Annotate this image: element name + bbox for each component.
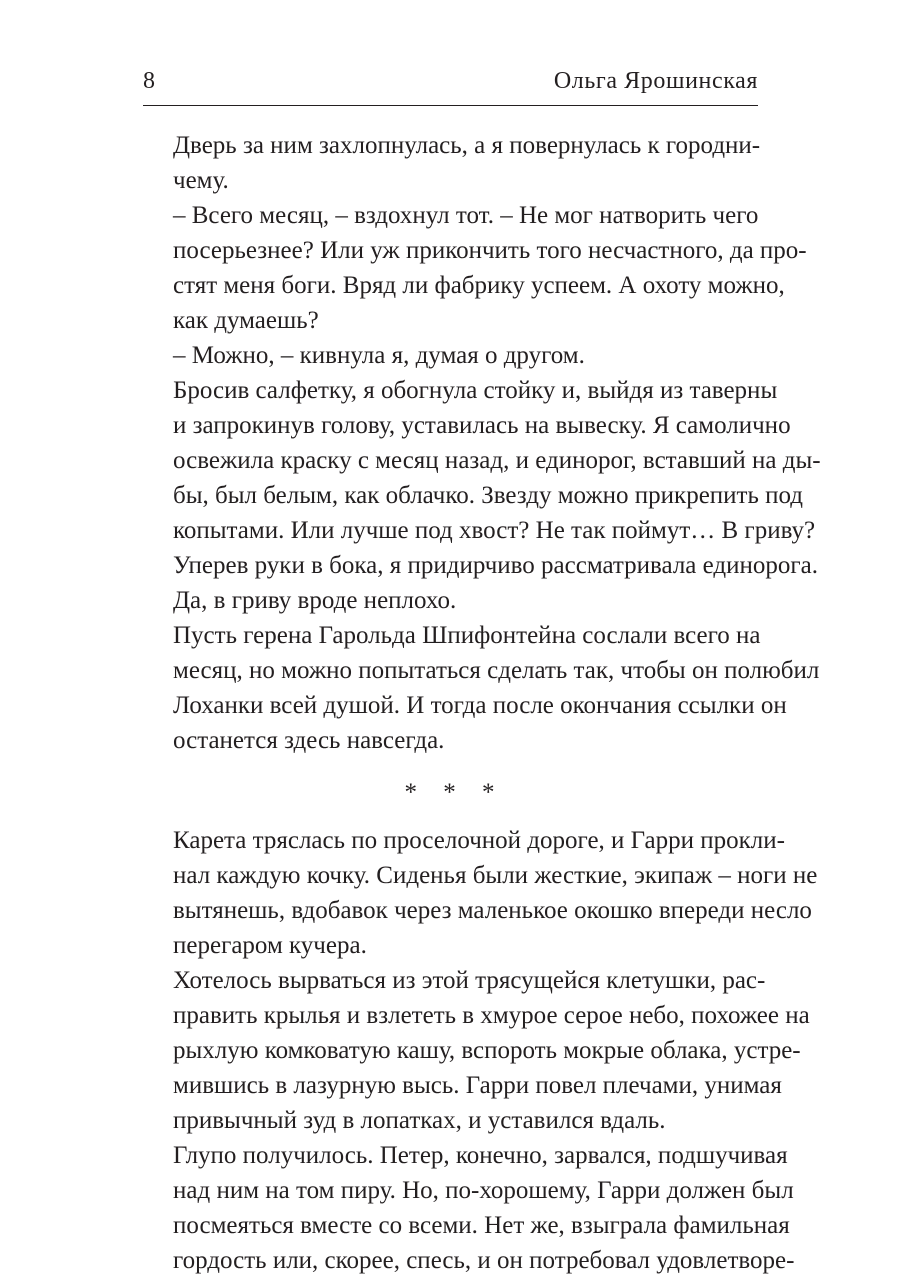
page-header xyxy=(143,66,758,100)
text-line: привычный зуд в лопатках, и уставился вдаль. xyxy=(173,1107,666,1134)
text-line: Глупо получилось. Петер, конечно, зарвался, подшучивая xyxy=(173,1142,788,1169)
paragraph xyxy=(143,373,821,618)
text-line: – Можно, – кивнула я, думая о другом. xyxy=(173,342,585,369)
text-line: месяц, но можно попытаться сделать так, чтобы он полюбил xyxy=(173,657,820,684)
text-line: вытянешь, вдобавок через маленькое окошко впереди несло xyxy=(173,897,812,924)
paragraph xyxy=(143,128,761,198)
paragraph xyxy=(143,823,818,963)
text-line: Дверь за ним захлопнулась, а я повернулась к городни- xyxy=(173,132,761,159)
text-line: Хотелось вырваться из этой трясущейся клетушки, рас- xyxy=(173,967,766,994)
text-line: гордость или, скорее, спесь, и он потребовал удовлетворе- xyxy=(173,1247,795,1274)
text-line: – Всего месяц, – вздохнул тот. – Не мог натворить чего xyxy=(173,202,759,229)
text-line: мившись в лазурную высь. Гарри повел плечами, унимая xyxy=(173,1072,782,1099)
page-number: 8 xyxy=(143,68,155,94)
text-line: нал каждую кочку. Сиденья были жесткие, экипаж – ноги не xyxy=(173,862,818,889)
text-line: и запрокинув голову, уставилась на вывеску. Я самолично xyxy=(173,412,791,439)
text-line: стят меня боги. Вряд ли фабрику успеем. А охоту можно, xyxy=(173,272,785,299)
text-line: как думаешь? xyxy=(173,307,319,334)
text-line: Карета тряслась по проселочной дороге, и Гарри прокли- xyxy=(173,827,785,854)
text-line: Пусть герена Гарольда Шпифонтейна сослали всего на xyxy=(173,622,761,649)
paragraph xyxy=(143,1138,795,1278)
section-before-break xyxy=(143,128,821,758)
text-line: править крылья и взлететь в хмурое серое небо, похожее на xyxy=(173,1002,810,1029)
text-line: Бросив салфетку, я обогнула стойку и, выйдя из таверны xyxy=(173,377,778,404)
scene-break: * * * xyxy=(404,779,505,806)
section-after-break xyxy=(143,823,818,1278)
header-rule xyxy=(143,105,758,106)
text-line: рыхлую комковатую кашу, вспороть мокрые облака, устре- xyxy=(173,1037,801,1064)
text-line: бы, был белым, как облачко. Звезду можно прикрепить под xyxy=(173,482,804,509)
text-line: Да, в гриву вроде неплохо. xyxy=(173,587,457,614)
paragraph xyxy=(143,198,807,338)
text-line: перегаром кучера. xyxy=(173,932,367,959)
text-line: посмеяться вместе со всеми. Нет же, взыграла фамильная xyxy=(173,1212,790,1239)
text-line: освежила краску с месяц назад, и единорог, вставший на ды- xyxy=(173,447,821,474)
paragraph xyxy=(143,963,810,1138)
body-text xyxy=(143,128,821,1278)
paragraph xyxy=(143,338,758,373)
text-line: над ним на том пиру. Но, по-хорошему, Гарри должен был xyxy=(173,1177,794,1204)
text-line: Лоханки всей душой. И тогда после окончания ссылки он xyxy=(173,692,787,719)
text-line: останется здесь навсегда. xyxy=(173,727,445,754)
text-line: чему. xyxy=(173,167,229,194)
paragraph xyxy=(143,618,820,758)
text-line: посерьезнее? Или уж прикончить того несчастного, да про- xyxy=(173,237,807,264)
text-line: Уперев руки в бока, я придирчиво рассматривала единорога. xyxy=(173,552,818,579)
running-title: Ольга Ярошинская xyxy=(553,68,758,94)
text-line: копытами. Или лучше под хвост? Не так поймут… В гриву? xyxy=(173,517,816,544)
